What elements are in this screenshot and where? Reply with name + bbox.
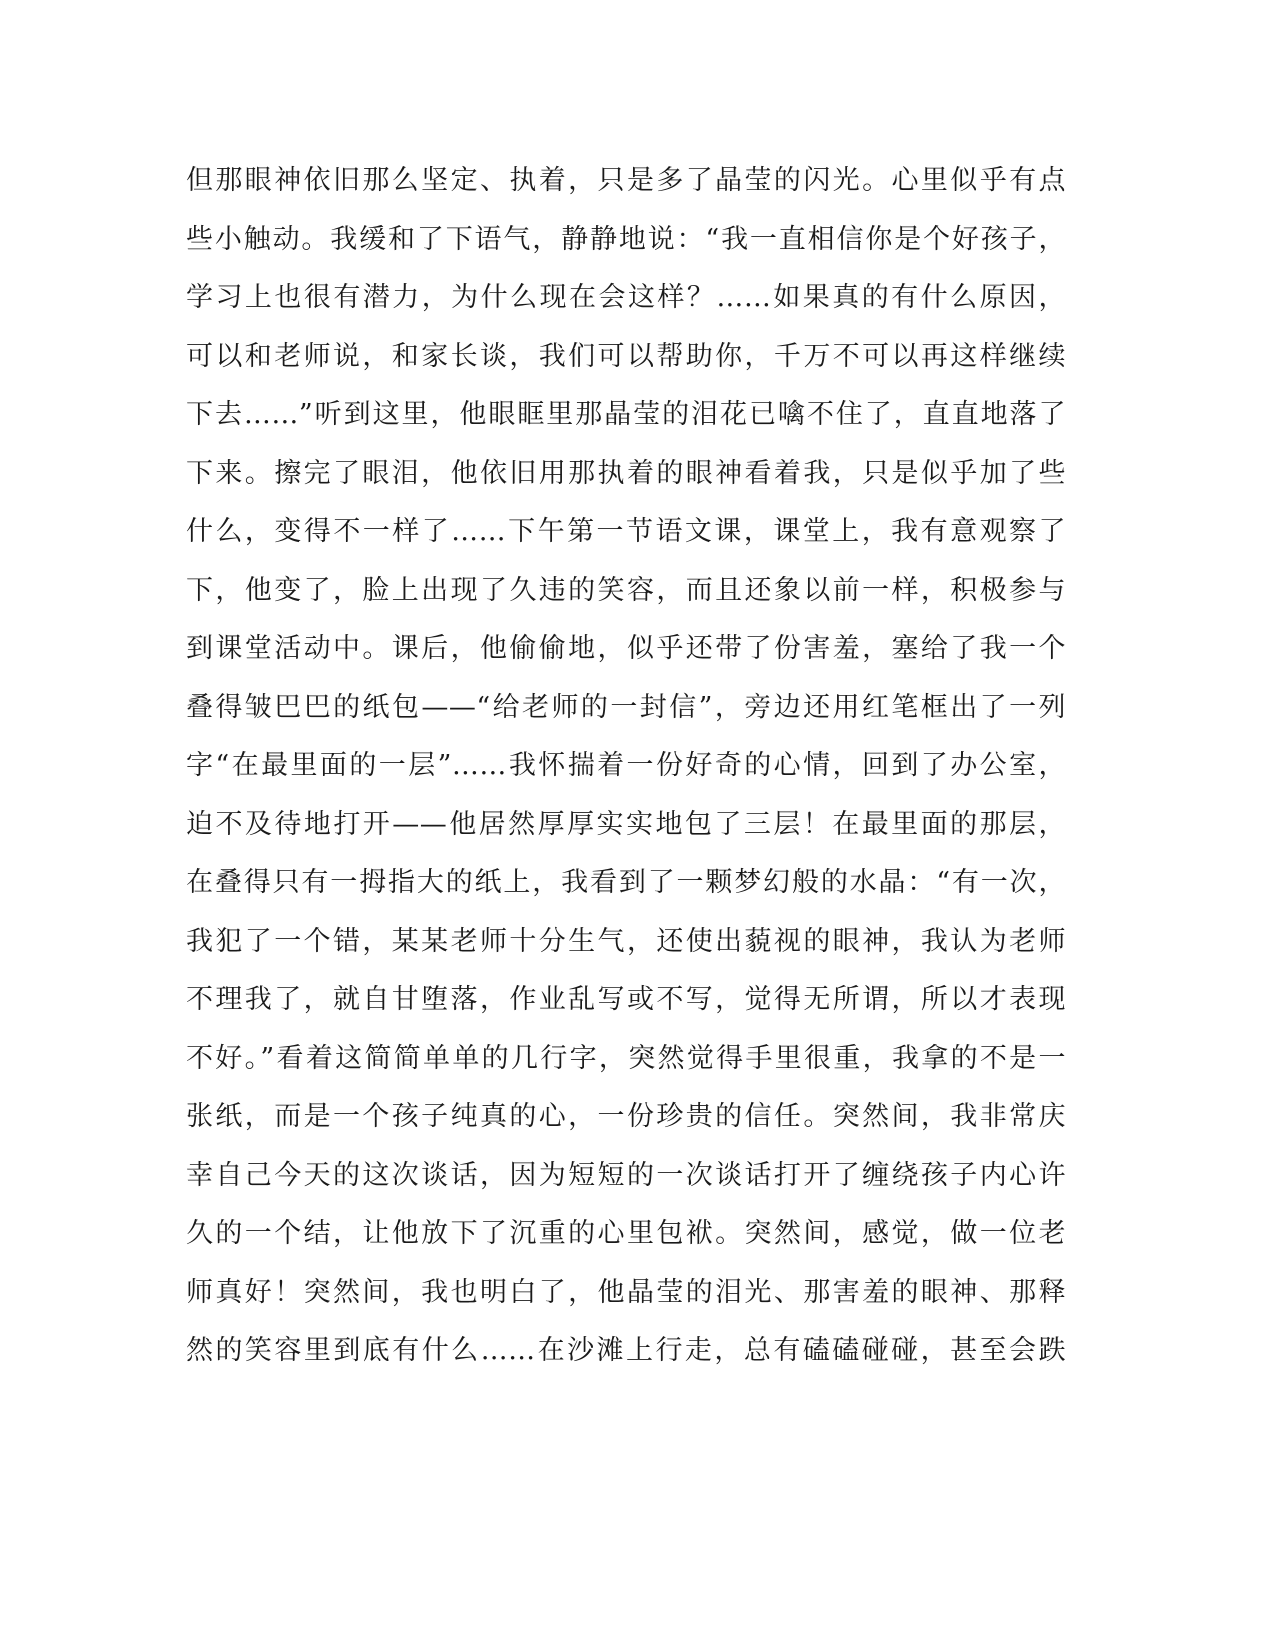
text-line: 字“在最里面的一层”……我怀揣着一份好奇的心情，回到了办公室， <box>186 750 1066 781</box>
text-line: 不好。”看着这简简单单的几行字，突然觉得手里很重，我拿的不是一 <box>186 1042 1066 1074</box>
text-line: 下，他变了，脸上出现了久违的笑容，而且还象以前一样，积极参与 <box>186 574 1066 606</box>
text-line: 叠得皱巴巴的纸包——“给老师的一封信”，旁边还用红笔框出了一列 <box>186 691 1066 723</box>
text-line: 迫不及待地打开——他居然厚厚实实地包了三层！在最里面的那层， <box>186 808 1066 840</box>
text-line: 幸自己今天的这次谈话，因为短短的一次谈话打开了缠绕孩子内心许 <box>186 1159 1066 1191</box>
text-line: 可以和老师说，和家长谈，我们可以帮助你，千万不可以再这样继续 <box>186 340 1066 372</box>
body-text <box>186 152 1066 1381</box>
text-line: 什么，变得不一样了……下午第一节语文课，课堂上，我有意观察了 <box>186 516 1066 547</box>
text-line: 到课堂活动中。课后，他偷偷地，似乎还带了份害羞，塞给了我一个 <box>186 633 1066 664</box>
text-line: 然的笑容里到底有什么……在沙滩上行走，总有磕磕碰碰，甚至会跌 <box>186 1335 1066 1366</box>
text-line: 不理我了，就自甘堕落，作业乱写或不写，觉得无所谓，所以才表现 <box>186 984 1066 1015</box>
text-line: 师真好！突然间，我也明白了，他晶莹的泪光、那害羞的眼神、那释 <box>186 1276 1066 1308</box>
text-line: 下来。擦完了眼泪，他依旧用那执着的眼神看着我，只是似乎加了些 <box>186 457 1066 489</box>
text-line: 但那眼神依旧那么坚定、执着，只是多了晶莹的闪光。心里似乎有点 <box>186 165 1066 196</box>
text-line: 下去……”听到这里，他眼眶里那晶莹的泪花已噙不住了，直直地落了 <box>186 399 1066 430</box>
text-line: 学习上也很有潜力，为什么现在会这样？……如果真的有什么原因， <box>186 282 1066 313</box>
text-line: 我犯了一个错，某某老师十分生气，还使出藐视的眼神，我认为老师 <box>186 925 1066 957</box>
text-line: 在叠得只有一拇指大的纸上，我看到了一颗梦幻般的水晶：“有一次， <box>186 867 1066 898</box>
text-line: 久的一个结，让他放下了沉重的心里包袱。突然间，感觉，做一位老 <box>186 1218 1066 1249</box>
text-line: 张纸，而是一个孩子纯真的心，一份珍贵的信任。突然间，我非常庆 <box>186 1101 1066 1132</box>
text-line: 些小触动。我缓和了下语气，静静地说：“我一直相信你是个好孩子， <box>186 223 1066 255</box>
